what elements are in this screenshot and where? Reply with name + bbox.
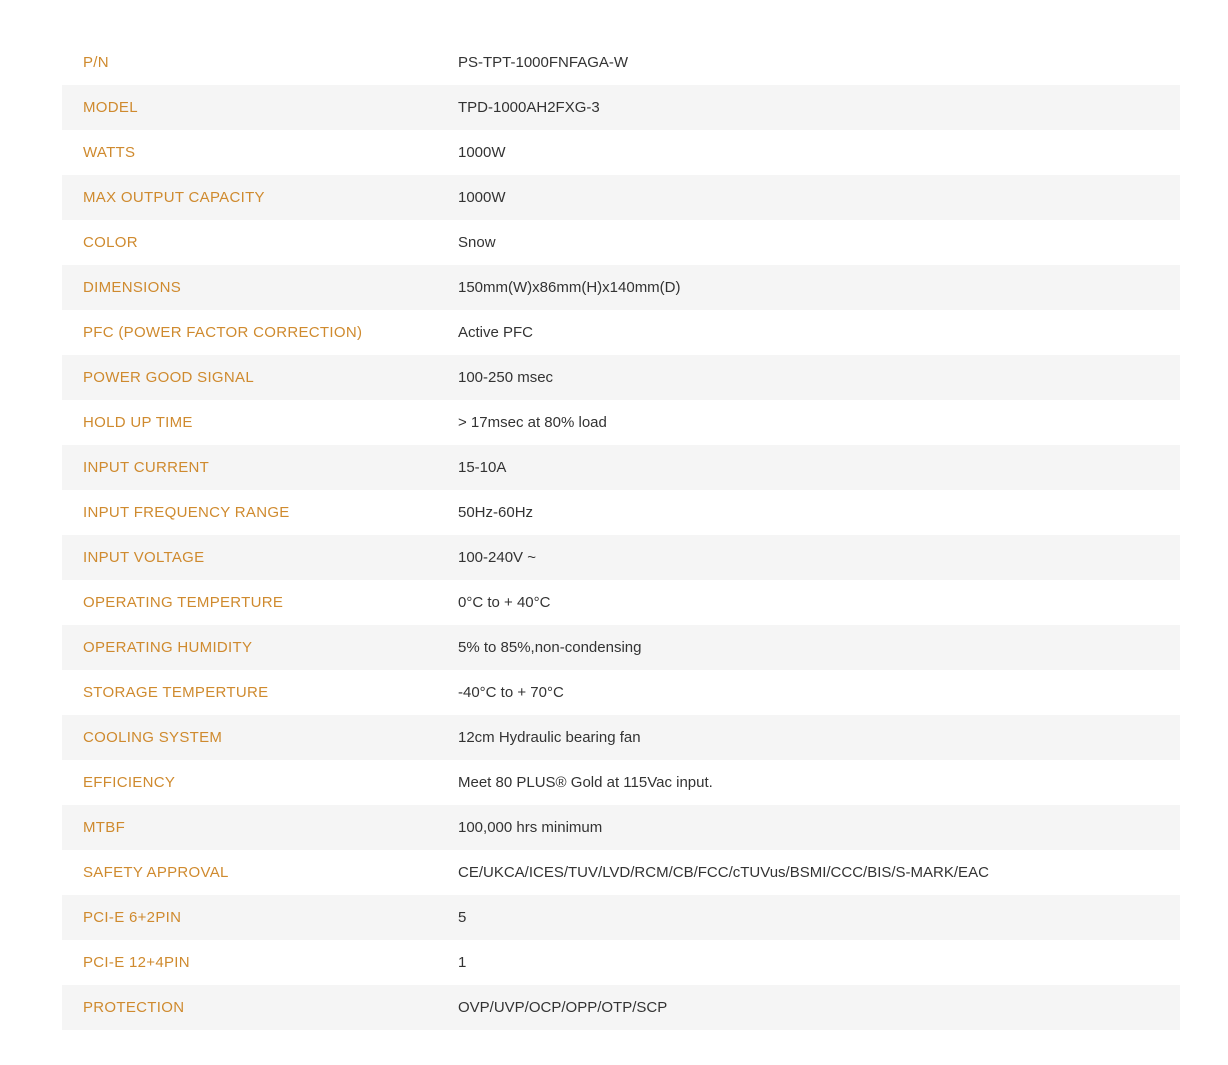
spec-row (62, 130, 1180, 175)
spec-row (62, 85, 1180, 130)
spec-row (62, 535, 1180, 580)
spec-row (62, 760, 1180, 805)
spec-row (62, 985, 1180, 1030)
spec-label: PROTECTION (83, 999, 185, 1016)
spec-value: 100-250 msec (458, 369, 554, 386)
spec-label: INPUT CURRENT (83, 459, 210, 476)
spec-label: OPERATING TEMPERTURE (83, 594, 284, 611)
spec-value: 100,000 hrs minimum (458, 819, 603, 836)
spec-value: 5% to 85%,non-condensing (458, 639, 642, 656)
spec-label: INPUT FREQUENCY RANGE (83, 504, 290, 521)
spec-value: 0°C to + 40°C (458, 594, 551, 611)
spec-row (62, 355, 1180, 400)
spec-value: Meet 80 PLUS® Gold at 115Vac input. (458, 774, 713, 791)
spec-label: P/N (83, 54, 109, 71)
spec-value: 1000W (458, 189, 506, 206)
spec-row (62, 40, 1180, 85)
spec-row (62, 625, 1180, 670)
spec-label: STORAGE TEMPERTURE (83, 684, 269, 701)
spec-value: TPD-1000AH2FXG-3 (458, 99, 600, 116)
spec-row (62, 715, 1180, 760)
spec-label: COOLING SYSTEM (83, 729, 223, 746)
spec-value: 15-10A (458, 459, 507, 476)
spec-value: Active PFC (458, 324, 534, 341)
spec-label: POWER GOOD SIGNAL (83, 369, 254, 386)
spec-value: 50Hz-60Hz (458, 504, 534, 521)
spec-value: 150mm(W)x86mm(H)x140mm(D) (458, 279, 681, 296)
spec-row (62, 400, 1180, 445)
spec-value: > 17msec at 80% load (458, 414, 607, 431)
spec-value: PS-TPT-1000FNFAGA-W (458, 54, 629, 71)
spec-table (62, 40, 1180, 1030)
spec-value: 1000W (458, 144, 506, 161)
spec-value: 12cm Hydraulic bearing fan (458, 729, 641, 746)
spec-label: HOLD UP TIME (83, 414, 193, 431)
spec-row (62, 940, 1180, 985)
spec-value: -40°C to + 70°C (458, 684, 564, 701)
spec-label: MTBF (83, 819, 126, 836)
spec-label: WATTS (83, 144, 136, 161)
spec-row (62, 850, 1180, 895)
spec-row (62, 175, 1180, 220)
spec-row (62, 265, 1180, 310)
spec-row (62, 805, 1180, 850)
spec-value: 100-240V ~ (458, 549, 536, 566)
spec-row (62, 220, 1180, 265)
spec-value: CE/UKCA/ICES/TUV/LVD/RCM/CB/FCC/cTUVus/BSMI/CCC/BIS/S-MARK/EAC (458, 864, 989, 881)
spec-row (62, 445, 1180, 490)
spec-value: 5 (458, 909, 467, 926)
spec-row (62, 895, 1180, 940)
spec-value: Snow (458, 234, 496, 251)
spec-row (62, 580, 1180, 625)
spec-label: SAFETY APPROVAL (83, 864, 229, 881)
spec-row (62, 310, 1180, 355)
spec-label: MODEL (83, 99, 138, 116)
spec-label: INPUT VOLTAGE (83, 549, 205, 566)
spec-label: OPERATING HUMIDITY (83, 639, 253, 656)
spec-row (62, 670, 1180, 715)
spec-row (62, 490, 1180, 535)
spec-label: PCI-E 6+2PIN (83, 909, 182, 926)
spec-value: OVP/UVP/OCP/OPP/OTP/SCP (458, 999, 668, 1016)
spec-label: PCI-E 12+4PIN (83, 954, 190, 971)
spec-value: 1 (458, 954, 467, 971)
spec-label: EFFICIENCY (83, 774, 176, 791)
spec-label: DIMENSIONS (83, 279, 182, 296)
spec-label: MAX OUTPUT CAPACITY (83, 189, 265, 206)
spec-label: PFC (POWER FACTOR CORRECTION) (83, 324, 363, 341)
spec-label: COLOR (83, 234, 138, 251)
